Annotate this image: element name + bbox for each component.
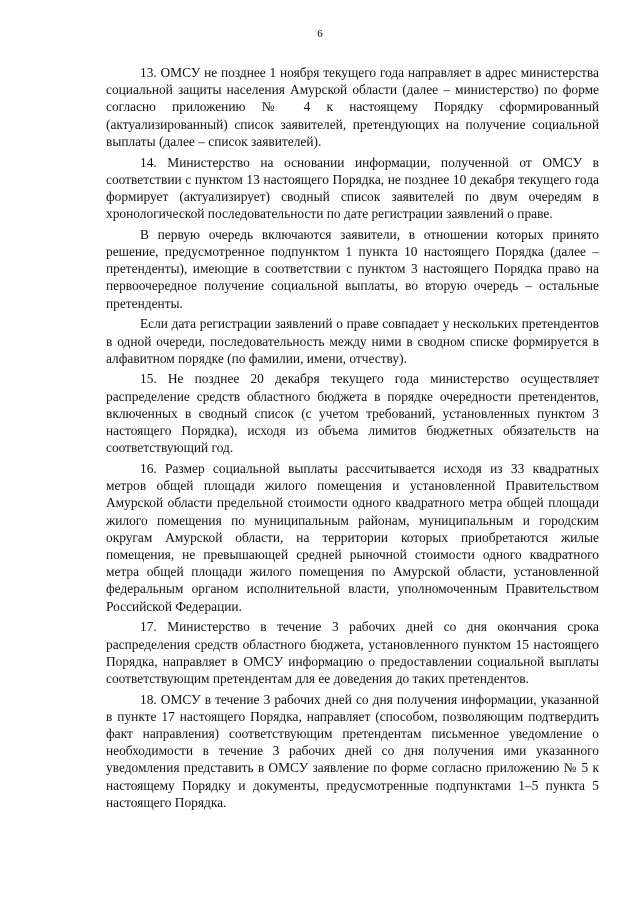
paragraph-item-18: 18. ОМСУ в течение 3 рабочих дней со дня получения информации, указанной в пункте 17 настоящего Порядка, направляет (способом, позволяющим подтвердить факт направления) соответствующим претендентам письменное уведомление о необходимости в течение 3 рабочих дней со дня получения ими указанного уведомления представить в ОМСУ заявление по форме согласно приложению № 5 к настоящему Порядку и документы, предусмотренные подпунктами 1–5 пункта 5 настоящего Порядка. bbox=[106, 691, 599, 810]
paragraph-item-14: 14. Министерство на основании информации, полученной от ОМСУ в соответствии с пунктом 13 настоящего Порядка, не позднее 10 декабря текущего года формирует (актуализирует) сводный список заявителей по двум очередям в хронологической последовательности по дате регистрации заявлений о праве. bbox=[106, 154, 599, 222]
document-body bbox=[106, 64, 599, 815]
paragraph-first-queue: В первую очередь включаются заявители, в отношении которых принято решение, предусмотренное подпунктом 1 пункта 10 настоящего Порядка (далее – претенденты), имеющие в соответствии с пунктом 3 настоящего Порядка право на первоочередное получение социальной выплаты, во вторую очередь – остальные претенденты. bbox=[106, 226, 599, 311]
page-number: 6 bbox=[317, 28, 323, 40]
paragraph-item-17: 17. Министерство в течение 3 рабочих дней со дня окончания срока распределения средств областного бюджета, установленного пунктом 15 настоящего Порядка, направляет в ОМСУ информацию о предоставлении социальной выплаты соответствующим претендентам для ее доведения до таких претендентов. bbox=[106, 619, 599, 686]
paragraph-item-13: 13. ОМСУ не позднее 1 ноября текущего года направляет в адрес министерства социальной защиты населения Амурской области (далее – министерство) по форме согласно приложению № 4 к настоящему Порядку сформированный (актуализированный) список заявителей, претендующих на получение социальной выплаты (далее – список заявителей). bbox=[106, 65, 599, 149]
paragraph-item-16: 16. Размер социальной выплаты рассчитывается исходя из 33 квадратных метров общей площади жилого помещения и установленной Правительством Амурской области предельной стоимости одного квадратного метра общей площади жилого помещения по муниципальным районам, муниципальным и городским округам Амурской области, на территории которых приобретаются жилые помещения, не превышающей средней рыночной стоимости одного квадратного метра общей площади жилого помещения по Амурской области, установленной федеральным органом исполнительной власти, уполномоченным Правительством Российской Федерации. bbox=[106, 460, 599, 614]
paragraph-same-date: Если дата регистрации заявлений о праве совпадает у нескольких претендентов в одной очереди, последовательность между ними в сводном списке формируется в алфавитном порядке (по фамилии, имени, отчеству). bbox=[106, 316, 599, 366]
paragraph-item-15: 15. Не позднее 20 декабря текущего года министерство осуществляет распределение средств областного бюджета в порядке очередности претендентов, включенных в сводный список (с учетом требований, установленных пунктом 3 настоящего Порядка), исходя из объема лимитов бюджетных обязательств на соответствующий год. bbox=[106, 371, 599, 456]
